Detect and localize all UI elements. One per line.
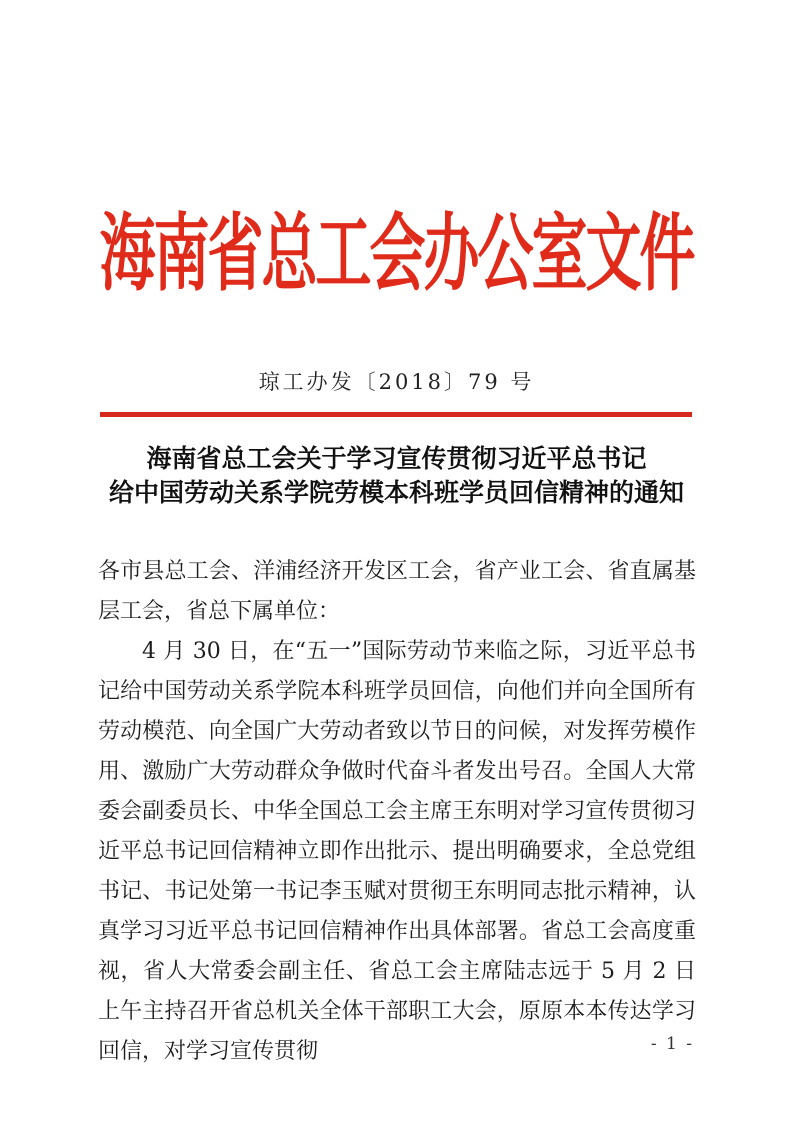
document-title-line2: 给中国劳动关系学院劳模本科班学员回信精神的通知	[108, 478, 684, 507]
salutation-line: 各市县总工会、洋浦经济开发区工会，省产业工会、省直属基层工会，省总下属单位：	[98, 559, 696, 624]
red-divider-line	[100, 412, 692, 417]
document-title	[48, 442, 745, 510]
document-title-line1: 海南省总工会关于学习宣传贯彻习近平总书记	[146, 444, 647, 473]
document-body	[98, 552, 696, 1072]
red-masthead	[0, 196, 793, 304]
body-paragraph: 4 月 30 日，在“五一”国际劳动节来临之际，习近平总书记给中国劳动关系学院本科班学员回信，向他们并向全国所有劳动模范、向全国广大劳动者致以节日的问候，对发挥劳模作用、激励广大劳动群众争做时代奋斗者发出号召。全国人大常委会副委员长、中华全国总工会主席王东明对学习宣传贯彻习近平总书记回信精神立即作出批示、提出明确要求，全总党组书记、书记处第一书记李玉赋对贯彻王东明同志批示精神，认真学习习近平总书记回信精神作出具体部署。省总工会高度重视，省人大常委会副主任、省总工会主席陆志远于 5 月 2 日上午主持召开省总机关全体干部职工大会，原原本本传达学习回信，对学习宣传贯彻	[98, 639, 696, 1064]
document-reference-number: 琼工办发〔2018〕79 号	[258, 370, 535, 394]
page-number: - 1 -	[650, 1034, 694, 1054]
red-masthead-text: 海南省总工会办公室文件	[99, 204, 694, 304]
